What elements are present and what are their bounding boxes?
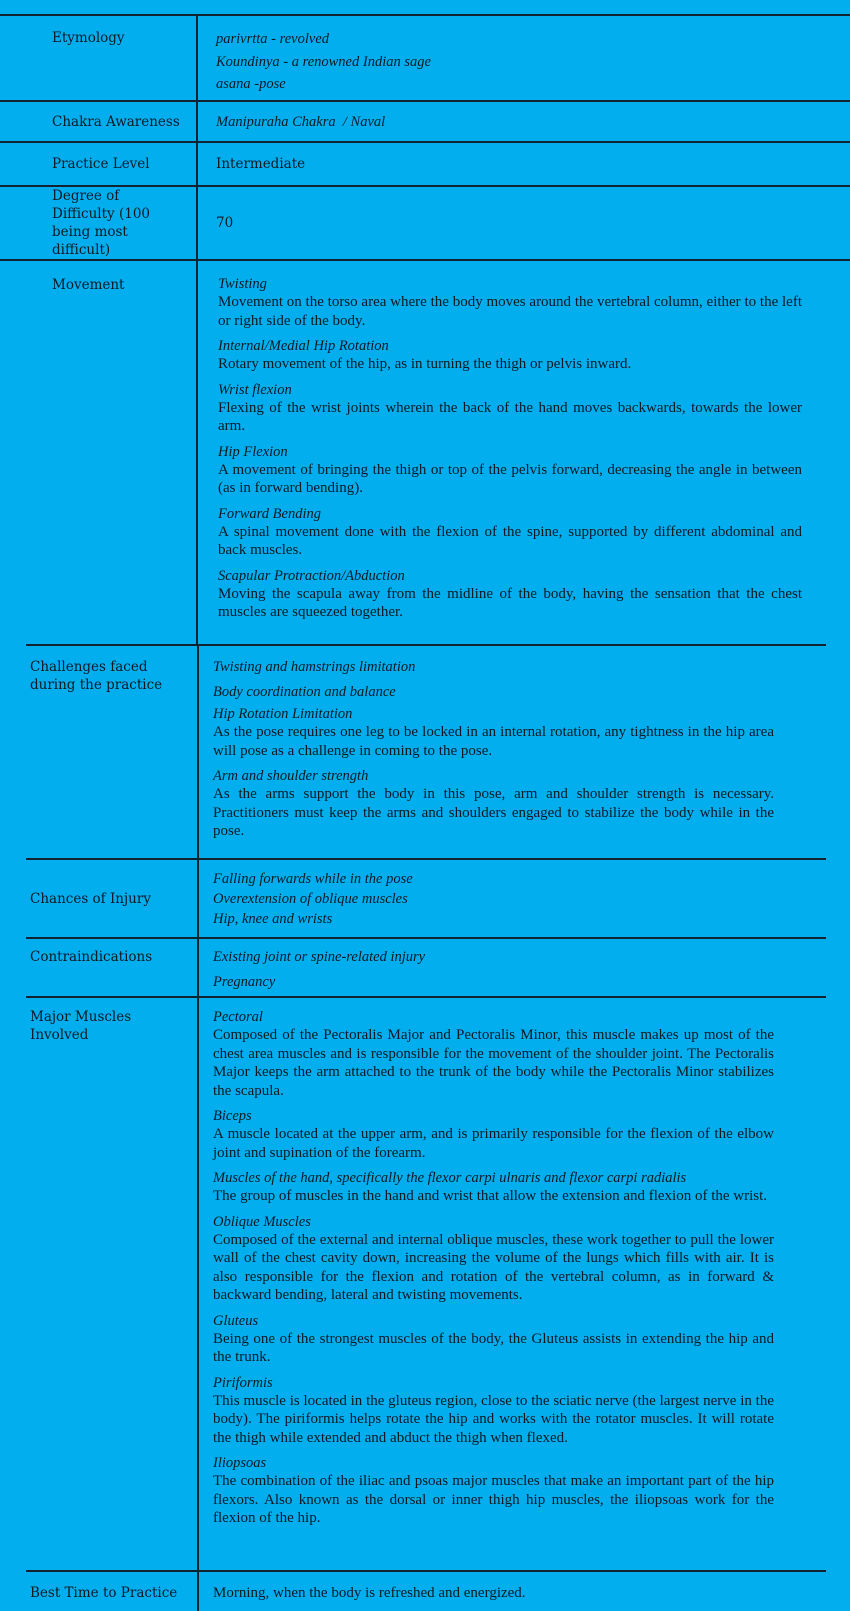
value-cell xyxy=(197,101,850,142)
muscle-desc: The combination of the iliac and psoas major muscles that make an important part of the hip flexors. Also known as the dorsal or inner thigh hip muscles, the iliopsoas work for the flexion of the hip. xyxy=(213,1473,774,1526)
challenge-item xyxy=(213,705,774,760)
movement-desc: Flexing of the wrist joints wherein the back of the hand moves backwards, towards the lower arm. xyxy=(218,399,802,434)
muscle-item xyxy=(213,1454,774,1528)
movement-title: Hip Flexion xyxy=(218,443,288,460)
movement-desc: Movement on the torso area where the body moves around the vertebral column, either to the left or right side of the body. xyxy=(218,294,802,329)
pose-info-table-lower xyxy=(26,644,826,1611)
muscle-title: Piriformis xyxy=(213,1374,273,1391)
movement-item xyxy=(218,567,802,622)
difficulty-value: 70 xyxy=(216,215,234,231)
movement-title: Forward Bending xyxy=(218,505,321,522)
muscle-title: Iliopsoas xyxy=(213,1455,267,1471)
movement-title: Twisting xyxy=(218,276,267,292)
movement-item xyxy=(218,275,802,330)
muscle-item xyxy=(213,1169,774,1206)
best-time-value: Morning, when the body is refreshed and energized. xyxy=(213,1585,526,1601)
row-label: Movement xyxy=(52,277,125,293)
label-cell xyxy=(0,15,197,101)
row-movement xyxy=(0,260,850,646)
etymology-line: asana -pose xyxy=(216,76,286,92)
value-cell xyxy=(197,186,850,260)
value-cell xyxy=(198,997,826,1571)
muscle-desc: Being one of the strongest muscles of the body, the Gluteus assists in extending the hip and the trunk. xyxy=(213,1330,774,1365)
label-cell xyxy=(0,186,197,260)
contraindication-line: Pregnancy xyxy=(213,974,276,990)
movement-item xyxy=(218,505,802,560)
row-chakra-awareness xyxy=(0,101,850,142)
movement-desc: A spinal movement done with the flexion of the spine, supported by different abdominal and back muscles. xyxy=(218,523,802,558)
row-degree-of-difficulty xyxy=(0,186,850,260)
label-cell xyxy=(26,1571,198,1611)
row-label: Challenges faced during the practice xyxy=(30,659,163,693)
injury-line: Falling forwards while in the pose xyxy=(213,870,413,887)
row-contraindications xyxy=(26,938,826,997)
injury-line: Hip, knee and wrists xyxy=(213,910,333,927)
muscle-title: Gluteus xyxy=(213,1312,259,1329)
movement-item xyxy=(218,337,802,374)
movement-title: Internal/Medial Hip Rotation xyxy=(218,338,389,354)
challenge-line: Body coordination and balance xyxy=(213,684,396,700)
muscle-title: Pectoral xyxy=(213,1009,263,1025)
chakra-value: Manipuraha Chakra / Naval xyxy=(216,113,386,130)
movement-desc: Rotary movement of the hip, as in turning the thigh or pelvis inward. xyxy=(218,356,632,372)
label-cell xyxy=(0,142,197,186)
movement-title: Wrist flexion xyxy=(218,381,292,398)
movement-item xyxy=(218,443,802,498)
muscle-desc: Composed of the external and internal oblique muscles, these work together to pull the lower wall of the chest cavity down, increasing the volume of the lungs which fills with air. It is also responsible for the flexion and rotation of the vertebral column, as in forward & backward bending, lateral and twisting movements. xyxy=(213,1231,774,1303)
muscle-item xyxy=(213,1312,774,1367)
row-major-muscles xyxy=(26,997,826,1571)
row-label: Chances of Injury xyxy=(30,890,151,907)
muscle-item xyxy=(213,1107,774,1162)
contraindication-line: Existing joint or spine-related injury xyxy=(213,949,426,965)
label-cell xyxy=(0,101,197,142)
movement-item xyxy=(218,381,802,436)
row-label: Practice Level xyxy=(52,156,150,172)
muscle-desc: This muscle is located in the gluteus region, close to the sciatic nerve (the largest nerve in the body). The piriformis helps rotate the hip and works with the rotator muscles. It will rotate the thigh while extended and abduct the thigh when flexed. xyxy=(213,1392,774,1446)
label-cell xyxy=(26,645,198,859)
challenge-desc: As the pose requires one leg to be locked in an internal rotation, any tightness in the hip area will pose as a challenge in coming to the pose. xyxy=(213,724,774,759)
practice-level-value: Intermediate xyxy=(216,156,306,172)
label-cell xyxy=(26,938,198,997)
row-challenges xyxy=(26,645,826,859)
movement-title: Scapular Protraction/Abduction xyxy=(218,567,405,584)
muscle-desc: A muscle located at the upper arm, and is primarily responsible for the flexion of the elbow joint and supination of the forearm. xyxy=(213,1126,774,1161)
value-cell xyxy=(198,645,826,859)
value-cell xyxy=(198,859,826,938)
pose-info-table-upper xyxy=(0,14,850,646)
challenge-title: Hip Rotation Limitation xyxy=(213,706,353,722)
row-label: Chakra Awareness xyxy=(52,113,180,130)
muscle-desc: Composed of the Pectoralis Major and Pectoralis Minor, this muscle makes up most of the chest area muscles and is responsible for the movement of the shoulder joint. The Pectoralis Major keeps the arm attached to the trunk of the body while the Pectoralis Minor stabilizes the scapula. xyxy=(213,1027,774,1099)
row-label: Contraindications xyxy=(30,949,153,965)
challenge-desc: As the arms support the body in this pose, arm and shoulder strength is necessary. Practitioners must keep the arms and shoulders engaged to stabilize the body while in the pose. xyxy=(213,786,774,839)
injury-line: Overextension of oblique muscles xyxy=(213,890,408,907)
row-label: Major Muscles Involved xyxy=(30,1009,132,1043)
label-cell xyxy=(0,260,197,646)
row-practice-level xyxy=(0,142,850,186)
etymology-line: parivrtta - revolved xyxy=(216,31,330,47)
label-cell xyxy=(26,997,198,1571)
movement-desc: Moving the scapula away from the midline of the body, having the sensation that the chest muscles are squeezed together. xyxy=(218,585,802,620)
challenge-item xyxy=(213,767,774,841)
muscle-item xyxy=(213,1374,774,1448)
row-label: Best Time to Practice xyxy=(30,1585,178,1601)
challenge-line: Twisting and hamstrings limitation xyxy=(213,659,416,675)
muscle-title: Biceps xyxy=(213,1108,252,1124)
row-etymology xyxy=(0,15,850,101)
muscle-item xyxy=(213,1008,774,1100)
row-label: Degree of Difficulty (100 being most difficult) xyxy=(52,188,151,258)
row-chances-of-injury xyxy=(26,859,826,938)
value-cell xyxy=(198,1571,826,1611)
row-best-time xyxy=(26,1571,826,1611)
muscle-title: Muscles of the hand, specifically the flexor carpi ulnaris and flexor carpi radialis xyxy=(213,1170,687,1186)
muscle-item xyxy=(213,1213,774,1305)
muscle-desc: The group of muscles in the hand and wrist that allow the extension and flexion of the wrist. xyxy=(213,1188,768,1204)
challenge-title: Arm and shoulder strength xyxy=(213,768,369,784)
value-cell xyxy=(197,142,850,186)
value-cell xyxy=(197,15,850,101)
value-cell xyxy=(198,938,826,997)
etymology-line: Koundinya - a renowned Indian sage xyxy=(216,53,431,70)
movement-desc: A movement of bringing the thigh or top of the pelvis forward, decreasing the angle in between (as in forward bending). xyxy=(218,461,802,496)
value-cell xyxy=(197,260,850,646)
row-label: Etymology xyxy=(52,30,125,46)
label-cell xyxy=(26,859,198,938)
muscle-title: Oblique Muscles xyxy=(213,1213,311,1230)
